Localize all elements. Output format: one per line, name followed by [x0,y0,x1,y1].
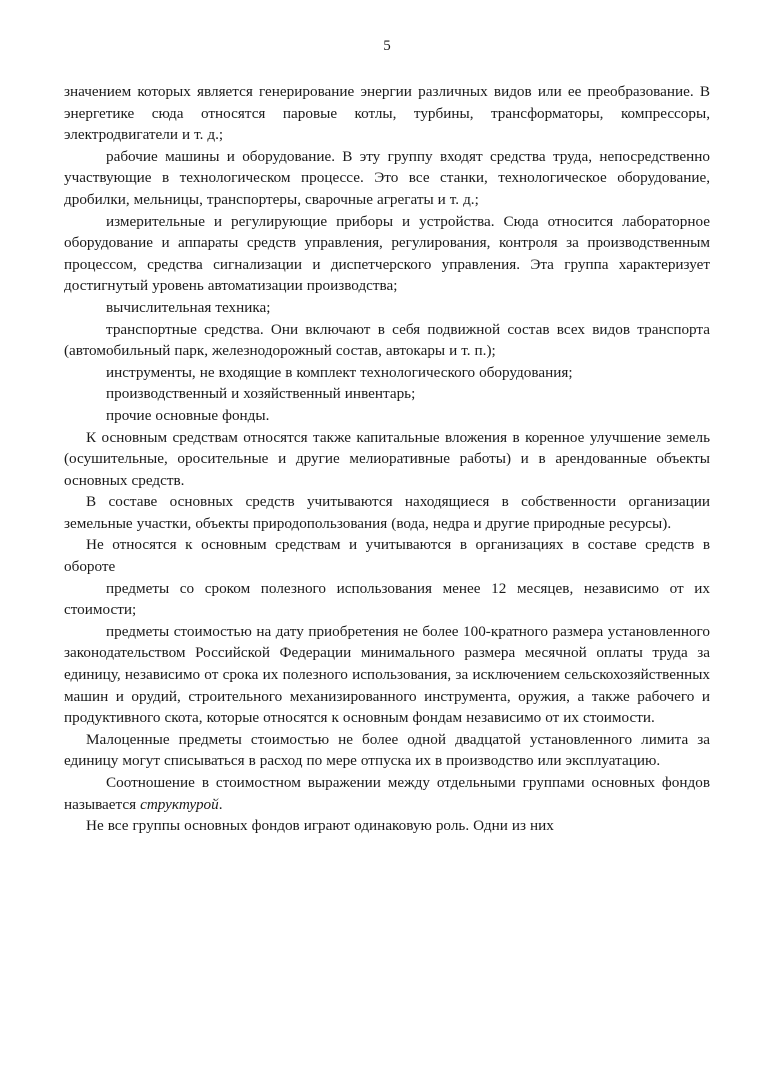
document-body [64,81,710,837]
paragraph-with-term [64,772,710,815]
paragraph: рабочие машины и оборудование. В эту группу входят средства труда, непосредственно участвующие в технологическом процессе. Это все станки, технологическое оборудование, дробилки, мельницы, транспортеры, сварочные агрегаты и т. д.; [64,147,710,208]
paragraph: К основным средствам относятся также капитальные вложения в коренное улучшение земель (осушительные, оросительные и другие мелиоративные работы) и в арендованные объекты основных средств. [64,428,710,489]
paragraph: Не относятся к основным средствам и учитываются в организациях в составе средств в обороте [64,536,710,576]
paragraph: предметы стоимостью на дату приобретения не более 100-кратного размера установленного законодательством Российской Федерации минимального размера месячной оплаты труда за единицу, независимо от срока их полезного использования, за исключением сельскохозяйственных машин и орудий, строительного механизированного инструмента, оружия, а также рабочего и продуктивного скота, которые относятся к основным фондам независимо от их стоимости. [64,622,710,727]
paragraph: В составе основных средств учитываются находящиеся в собственности организации земельные участки, объекты природопользования (вода, недра и другие природные ресурсы). [64,493,710,532]
paragraph: инструменты, не входящие в комплект технологического оборудования; [106,363,573,381]
paragraph: значением которых является генерирование энергии различных видов или ее преобразование. В энергетике сюда относятся паровые котлы, турбины, трансформаторы, компрессоры, электродвигатели и т. д.; [64,83,710,144]
paragraph: производственный и хозяйственный инвентарь; [106,385,416,403]
paragraph: измерительные и регулирующие приборы и устройства. Сюда относится лабораторное оборудование и аппараты средств управления, регулирования, контроля за производственным процессом, средства сигнализации и диспетчерского управления. Эта группа характеризует достигнутый уровень автоматизации производства; [64,212,710,295]
page-number: 5 [383,38,391,54]
paragraph: Не все группы основных фондов играют одинаковую роль. Одни из них [86,817,554,835]
term-strukturoy: структурой [140,795,219,813]
paragraph: транспортные средства. Они включают в себя подвижной состав всех видов транспорта (автомобильный парк, железнодорожный состав, автокары и т. п.); [64,320,710,360]
paragraph: предметы со сроком полезного использования менее 12 месяцев, независимо от их стоимости; [64,579,710,619]
paragraph: Малоценные предметы стоимостью не более одной двадцатой установленного лимита за единицу могут списываться в расход по мере отпуска их в производство или эксплуатацию. [64,730,710,770]
paragraph-text-before-term: Соотношение в стоимостном выражении между отдельными группами основных фондов называется [64,774,710,813]
paragraph: прочие основные фонды. [106,406,270,424]
paragraph-text-after-term: . [218,795,223,813]
paragraph: вычислительная техника; [106,298,271,316]
